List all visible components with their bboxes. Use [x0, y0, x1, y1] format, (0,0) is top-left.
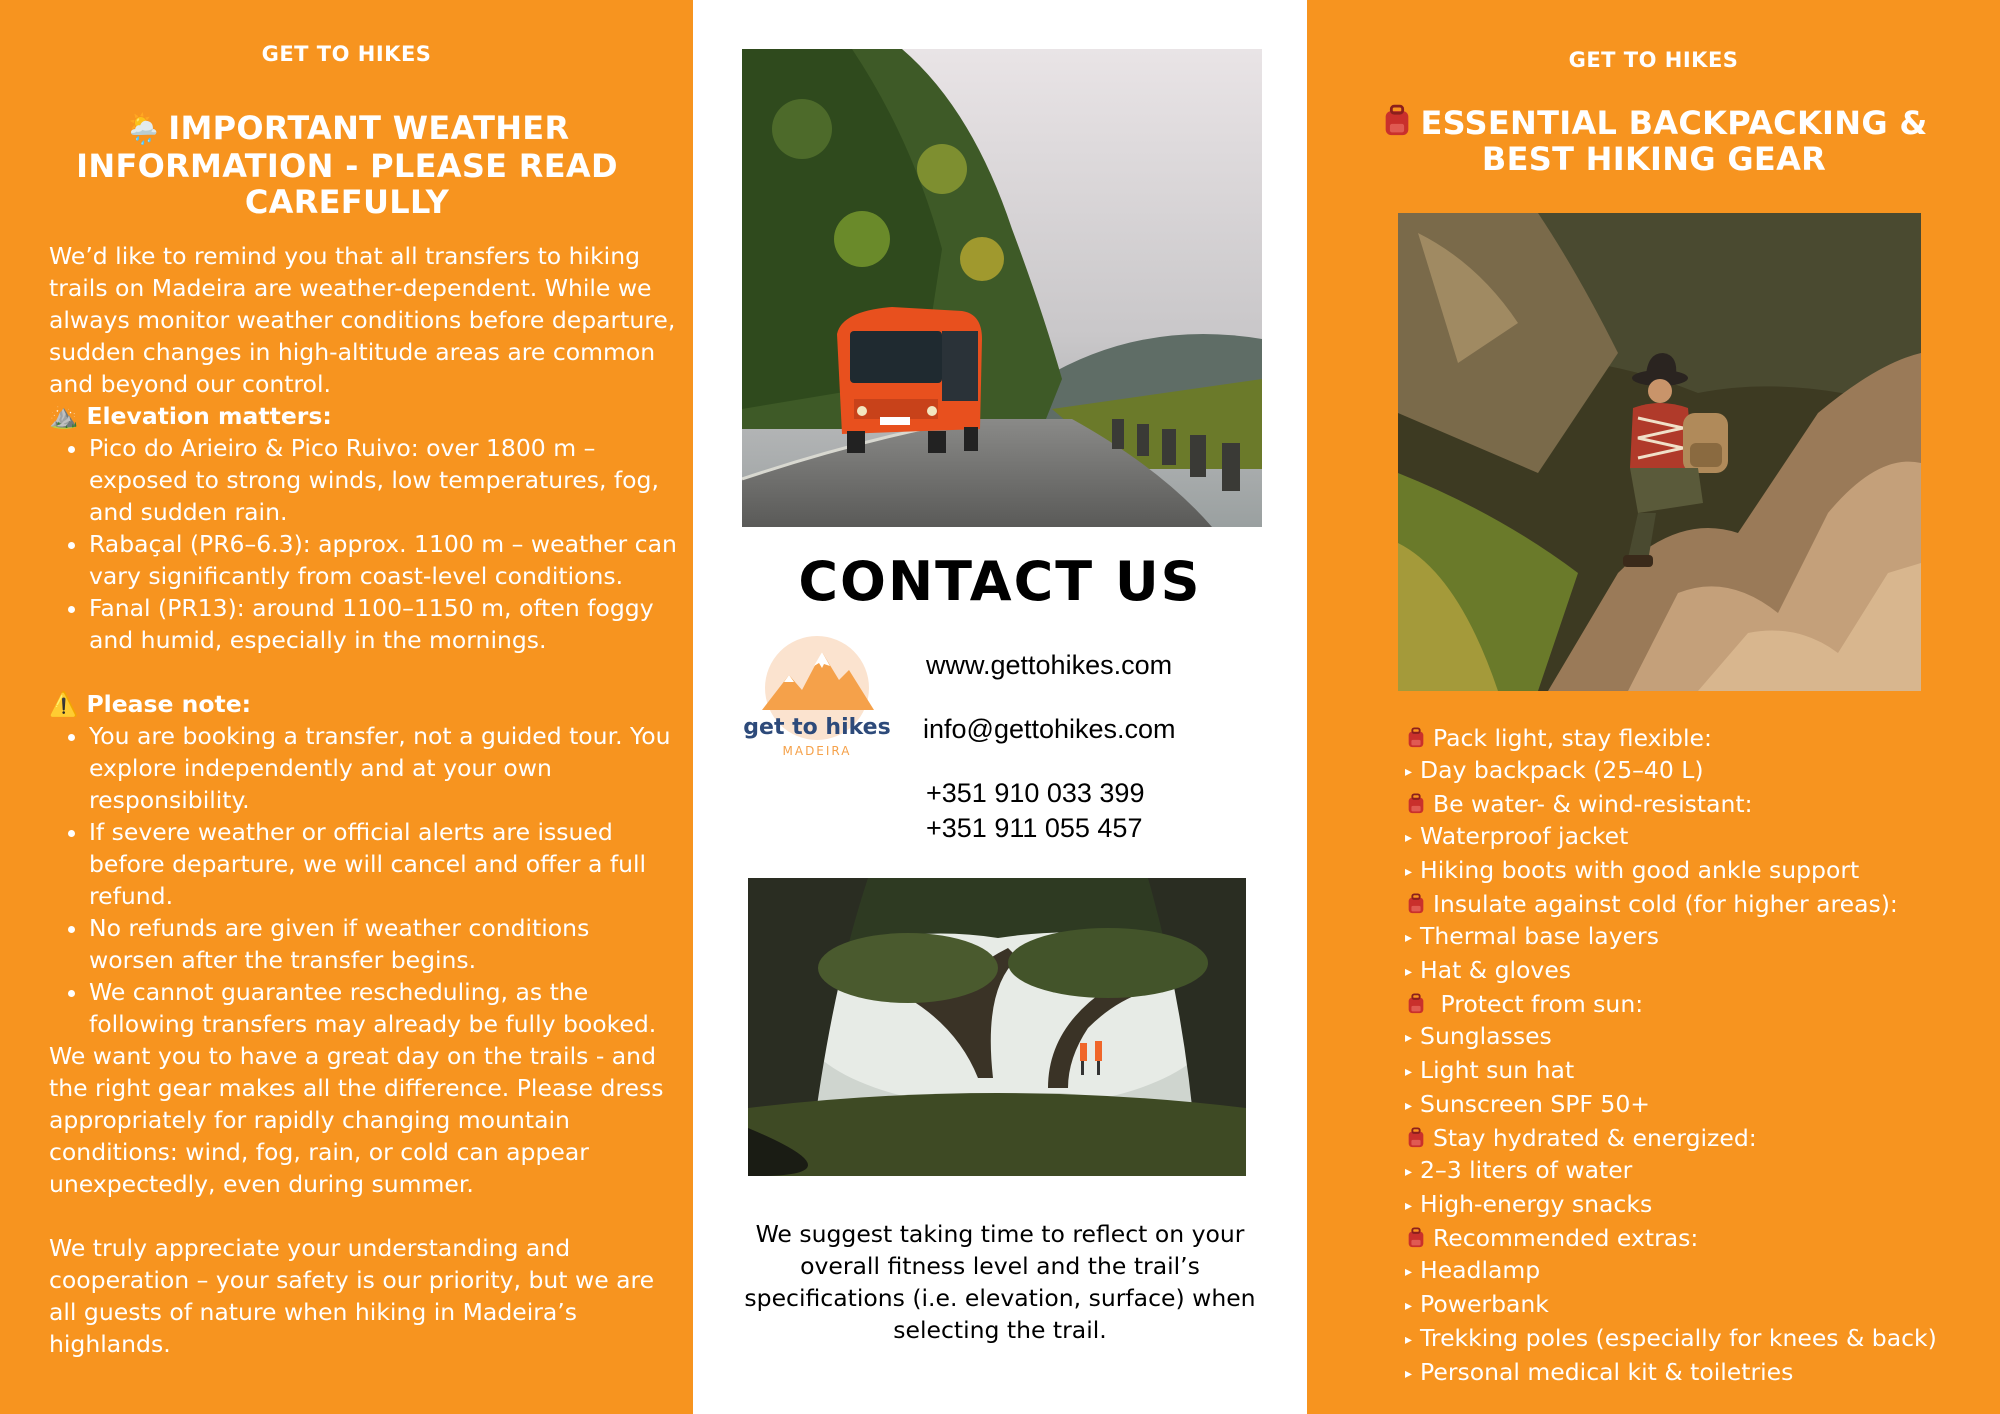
list-item: • Pico do Arieiro & Pico Ruivo: over 1800 m – exposed to strong winds, low temperatures, fog, and sudden rain.: [89, 432, 679, 528]
triangle-bullet-icon: ▸: [1405, 1098, 1413, 1114]
list-item: ▸ Thermal base layers: [1405, 922, 1659, 950]
list-item: Stay hydrated & energized:: [1405, 1122, 1937, 1154]
list-item: • If severe weather or official alerts are issued before departure, we will cancel and offer a full refund.: [89, 816, 679, 912]
elevation-list: [49, 432, 679, 656]
forest-photo: [748, 878, 1246, 1176]
suggestion-text: We suggest taking time to reflect on your overall fitness level and the trail’s specifications (i.e. elevation, surface) when selecting the trail.: [744, 1220, 1256, 1344]
list-item: ▸ Sunscreen SPF 50+: [1405, 1090, 1650, 1118]
contact-panel: [693, 0, 1307, 1414]
triangle-bullet-icon: ▸: [1405, 1164, 1413, 1180]
note-title: Please note:: [86, 690, 252, 718]
email-link[interactable]: info@gettohikes.com: [923, 714, 1176, 744]
mountain-icon: ⛰️: [49, 402, 79, 430]
triangle-bullet-icon: ▸: [1405, 864, 1413, 880]
list-item: ▸ Headlamp: [1405, 1256, 1541, 1284]
list-item: • We cannot guarantee rescheduling, as the following transfers may already be fully booked.: [89, 976, 679, 1040]
list-item: ▸ Trekking poles (especially for knees & back): [1405, 1324, 1937, 1352]
weather-info-panel: [0, 0, 693, 1414]
list-item: ▸ High-energy snacks: [1405, 1190, 1653, 1218]
list-item: ▸ Hat & gloves: [1405, 956, 1572, 984]
list-item: ▸ Waterproof jacket: [1405, 822, 1629, 850]
gear-heading: [1357, 104, 1951, 177]
bus-photo: [742, 49, 1262, 527]
list-item: Recommended extras:: [1405, 1222, 1937, 1254]
note-subhead: [49, 688, 679, 720]
phone-link-1[interactable]: +351 910 033 399: [926, 778, 1145, 808]
triangle-bullet-icon: ▸: [1405, 930, 1413, 946]
list-item: • Fanal (PR13): around 1100–1150 m, often foggy and humid, especially in the mornings.: [89, 592, 679, 656]
backpack-icon: [1405, 793, 1427, 815]
triangle-bullet-icon: ▸: [1405, 964, 1413, 980]
list-item: • You are booking a transfer, not a guided tour. You explore independently and at your own responsibility.: [89, 720, 679, 816]
list-item: ▸ 2–3 liters of water: [1405, 1156, 1633, 1184]
backpack-icon: [1405, 1127, 1427, 1149]
triangle-bullet-icon: ▸: [1405, 1198, 1413, 1214]
sun-cloud-icon: 🌦️: [124, 112, 163, 147]
triangle-bullet-icon: ▸: [1405, 1366, 1413, 1382]
backpack-icon: [1405, 1227, 1427, 1249]
list-item: Be water- & wind-resistant:: [1405, 788, 1937, 820]
list-item: Pack light, stay flexible:: [1405, 722, 1937, 754]
list-item: Insulate against cold (for higher areas):: [1405, 888, 1937, 920]
triangle-bullet-icon: ▸: [1405, 1264, 1413, 1280]
list-item: ▸ Personal medical kit & toiletries: [1405, 1358, 1794, 1386]
gear-paragraph: We want you to have a great day on the trails - and the right gear makes all the difference. Please dress appropriately for rapidly changing mountain conditions: wind, fog, rain, or cold can appear unexpectedly, even during summer.: [49, 1042, 664, 1198]
list-item: Protect from sun:: [1405, 988, 1937, 1020]
hiker-photo: [1398, 213, 1921, 691]
triangle-bullet-icon: ▸: [1405, 1064, 1413, 1080]
intro-paragraph: We’d like to remind you that all transfers to hiking trails on Madeira are weather-dependent. While we always monitor weather conditions before departure, sudden changes in high-altitude areas are common and beyond our control.: [49, 242, 676, 398]
weather-heading: [50, 110, 644, 220]
backpack-icon: [1380, 104, 1414, 138]
company-logo: [744, 630, 890, 765]
list-item: ▸ Powerbank: [1405, 1290, 1549, 1318]
contact-title: CONTACT US: [798, 550, 1202, 613]
gear-list: [1405, 722, 1937, 1390]
triangle-bullet-icon: ▸: [1405, 1030, 1413, 1046]
gear-panel: [1307, 0, 2000, 1414]
logo-subtext: MADEIRA: [782, 744, 852, 758]
list-item: ▸ Light sun hat: [1405, 1056, 1575, 1084]
elevation-subhead: [49, 400, 679, 432]
triangle-bullet-icon: ▸: [1405, 764, 1413, 780]
triangle-bullet-icon: ▸: [1405, 830, 1413, 846]
website-link[interactable]: www.gettohikes.com: [926, 650, 1173, 680]
brand-label: GET TO HIKES: [261, 42, 432, 66]
list-item: ▸ Day backpack (25–40 L): [1405, 756, 1704, 784]
closing-paragraph: We truly appreciate your understanding and cooperation – your safety is our priority, but we are all guests of nature when hiking in Madeira’s highlands.: [49, 1234, 655, 1358]
warning-icon: ⚠️: [49, 690, 79, 718]
weather-heading-text: IMPORTANT WEATHER INFORMATION - PLEASE READ CAREFULLY: [76, 109, 618, 221]
note-list: [49, 720, 679, 1040]
logo-text: get to hikes: [743, 715, 891, 740]
list-item: • Rabaçal (PR6–6.3): approx. 1100 m – weather can vary significantly from coast-level conditions.: [89, 528, 679, 592]
backpack-icon: [1405, 993, 1427, 1015]
list-item: ▸ Hiking boots with good ankle support: [1405, 856, 1860, 884]
triangle-bullet-icon: ▸: [1405, 1298, 1413, 1314]
gear-heading-text: ESSENTIAL BACKPACKING & BEST HIKING GEAR: [1420, 104, 1928, 178]
weather-body: [49, 240, 679, 1360]
backpack-icon: [1405, 727, 1427, 749]
elevation-title: Elevation matters:: [86, 402, 332, 430]
backpack-icon: [1405, 893, 1427, 915]
triangle-bullet-icon: ▸: [1405, 1332, 1413, 1348]
list-item: • No refunds are given if weather conditions worsen after the transfer begins.: [89, 912, 679, 976]
phone-link-2[interactable]: +351 911 055 457: [926, 813, 1143, 843]
brand-label: GET TO HIKES: [1568, 48, 1739, 72]
list-item: ▸ Sunglasses: [1405, 1022, 1552, 1050]
